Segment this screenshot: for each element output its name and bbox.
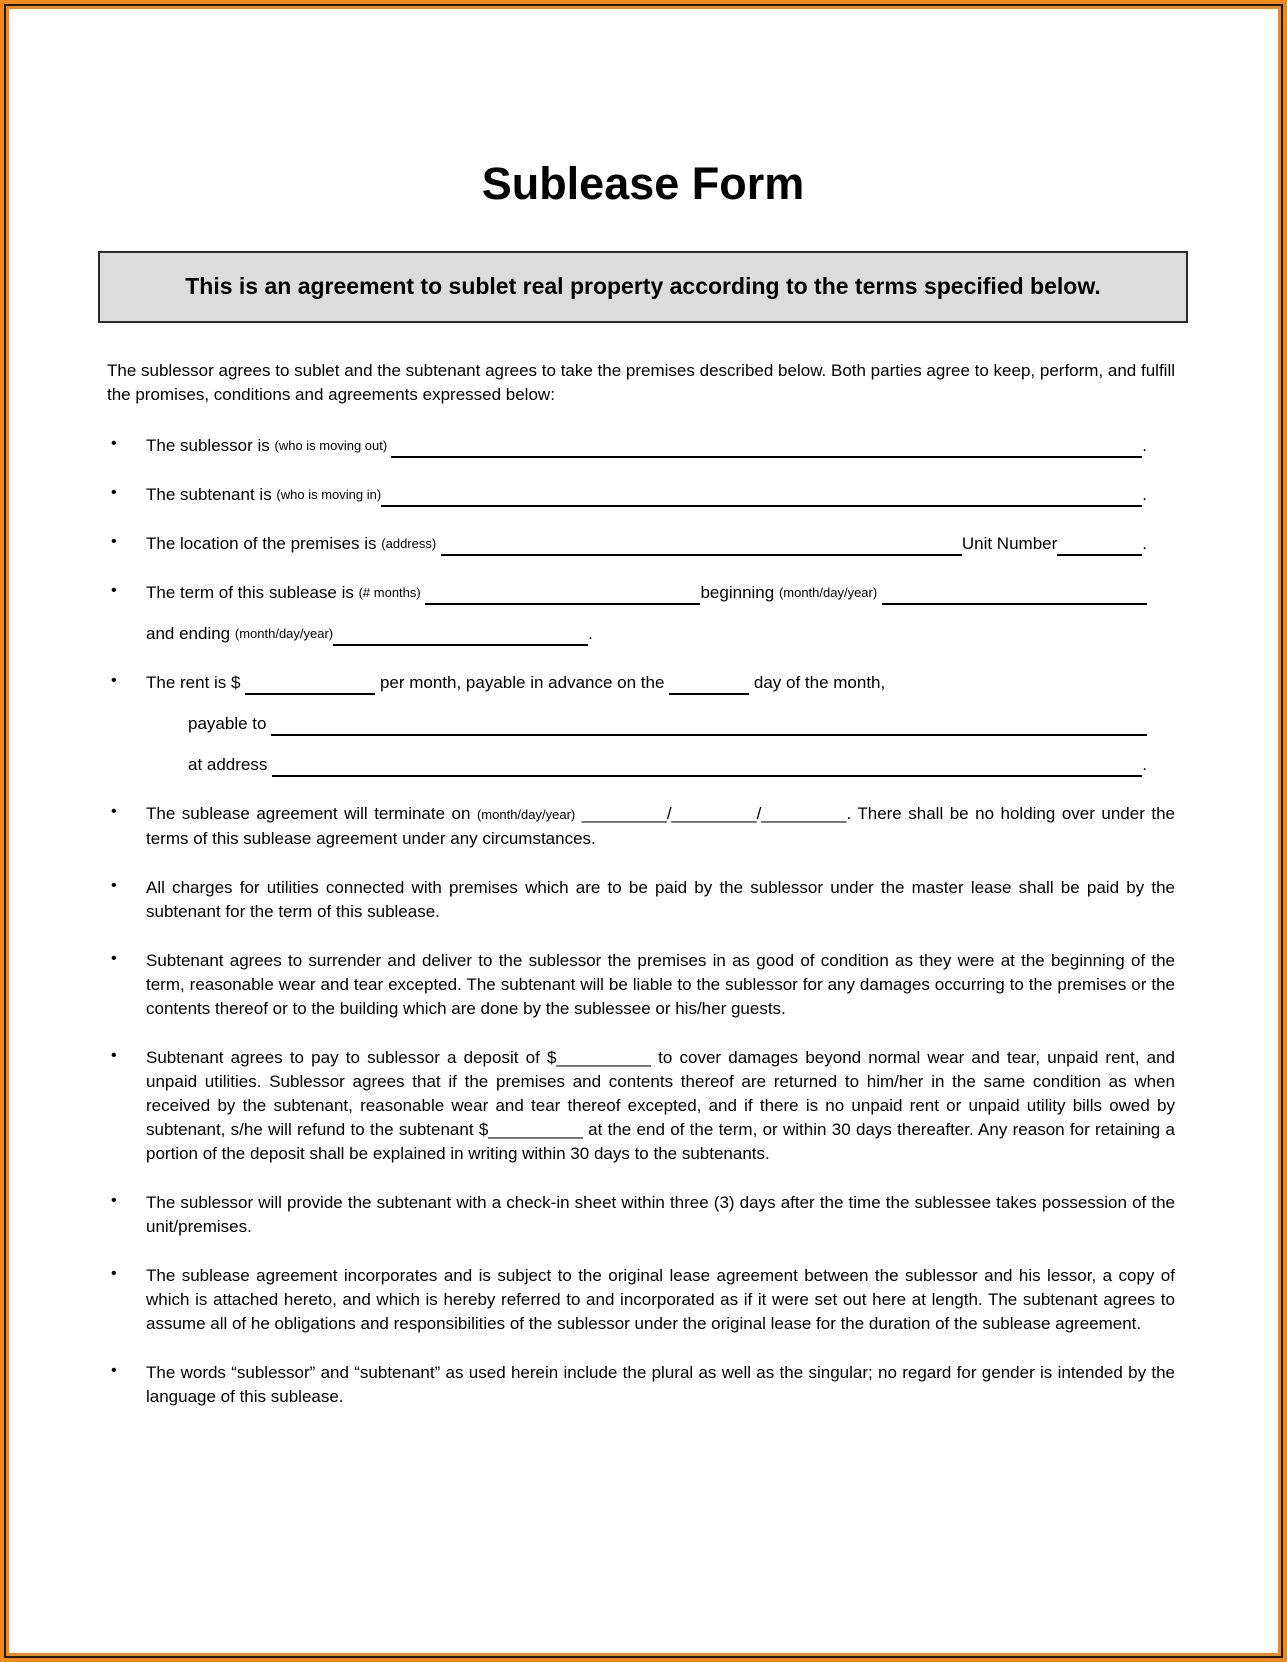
intro-paragraph: The sublessor agrees to sublet and the subtenant agrees to take the premises described below. Both parties agree to keep, perform, and fulfill the promises, conditions and agreements expressed below: [107,360,1175,404]
parenthetical-label: (month/day/year) [778,584,878,600]
bullet-item-surrender-condition [107,949,1175,1021]
text-segment: . [1142,533,1147,553]
inner-black-border [4,4,1283,1658]
bullet-text-plural-singular [146,1361,1175,1409]
field-line [146,622,1175,646]
parenthetical-label: (address) [381,535,437,551]
bullet-item-utilities [107,876,1175,924]
fill-in-blank [245,692,375,695]
field-line [146,581,1175,605]
banner-text: This is an agreement to sublet real property according to the terms specified below. [185,273,1101,299]
bullet-item-premises-location [107,532,1175,556]
text-segment: per month, payable in advance on the [375,672,670,692]
field-line [188,753,1175,777]
page-title: Sublease Form [481,158,805,209]
bullet-text-utilities [146,876,1175,924]
text-segment: The sublease agreement incorporates and is subject to the original lease agreement between the sublessor and his lessor, a copy of which is attached hereto, and which is hereby referred to and incorporated as if it were set out here at length. The subtenant agrees to assume all of he obligations and responsibilities of the sublessor under the original lease for the duration of the sublease agreement. [146,1265,1175,1333]
bullet-text-surrender-condition [146,949,1175,1021]
banner-box [98,251,1188,323]
text-segment: The sublease agreement will terminate on [146,803,477,823]
bullet-list [107,434,1175,1409]
parenthetical-label: (# months) [358,584,421,600]
text-segment: The words “sublessor” and “subtenant” as used herein include the plural as well as the singular; no regard for gender is intended by the language of this sublease. [146,1362,1175,1406]
parenthetical-label: (month/day/year) [476,806,576,822]
bullet-text-deposit [146,1046,1175,1166]
document-content [6,6,1281,1656]
text-segment: Subtenant agrees to surrender and deliver to the sublessor the premises in as good of condition as they were at the beginning of the term, reasonable wear and tear excepted. The subtenant will be liable to the sublessor for any damages occurring to the premises or the contents thereof or to the building which are done by the sublessee or his/her guests. [146,950,1175,1018]
text-segment: Unit Number [961,533,1058,553]
bullet-text-check-in-sheet [146,1191,1175,1239]
field-line [146,434,1175,458]
bullet-item-subtenant-name [107,483,1175,507]
bullet-item-check-in-sheet [107,1191,1175,1239]
text-segment: • The location of the premises is [146,533,382,553]
parenthetical-label: (who is moving out) [274,437,391,453]
fill-in-blank [381,504,1142,507]
parenthetical-label: (month/day/year) [234,625,334,641]
text-segment: • The subtenant is [146,484,277,504]
bullet-item-plural-singular [107,1361,1175,1409]
field-line [146,483,1175,507]
field-line [146,532,1175,556]
text-segment: . [1142,754,1147,774]
fill-in-blank [882,602,1147,605]
text-segment: . [588,623,593,643]
text-segment: All charges for utilities connected with premises which are to be paid by the sublessor under the master lease shall be paid by the subtenant for the term of this sublease. [146,877,1175,921]
fill-in-blank [1057,553,1142,556]
bullet-text-original-lease [146,1264,1175,1336]
text-segment: beginning [700,582,779,602]
fill-in-blank [669,692,749,695]
fill-in-blank [425,602,700,605]
fill-in-blank [272,774,1142,777]
bullet-item-original-lease [107,1264,1175,1336]
bullet-item-deposit [107,1046,1175,1166]
field-line [188,712,1175,736]
text-segment: . [1142,484,1147,504]
fill-in-blank [333,643,588,646]
text-segment: and ending [146,623,235,643]
text-segment: at address [188,754,273,774]
bullet-item-sublease-term [107,581,1175,646]
bullet-item-rent [107,671,1175,777]
text-segment: The sublessor will provide the subtenant with a check-in sheet within three (3) days after the time the sublessee takes possession of the unit/premises. [146,1192,1175,1236]
bullet-item-termination [107,802,1175,851]
text-segment: • The sublessor is [146,435,275,455]
parenthetical-label: (who is moving in) [276,486,382,502]
text-segment: _________/_________/_________. There shall be no holding over under the terms of this sublease agreement under any circumstances. [146,803,1176,848]
bullet-item-sublessor-name [107,434,1175,458]
fill-in-blank [271,733,1147,736]
text-segment: . [1142,435,1147,455]
text-segment: day of the month, [749,672,886,692]
text-segment: • The rent is $ [146,672,246,692]
fill-in-blank [391,455,1142,458]
bullet-text-termination [146,802,1175,851]
text-segment: Subtenant agrees to pay to sublessor a deposit of $__________ to cover damages beyond normal wear and tear, unpaid rent, and unpaid utilities. Sublessor agrees that if the premises and contents thereof are returned to him/her in the same condition as when received by the subtenant, reasonable wear and tear thereof excepted, and if there is no unpaid rent or unpaid utility bills owed by subtenant, s/he will refund to the subtenant $__________ at the end of the term, or within 30 days thereafter. Any reason for retaining a portion of the deposit shall be explained in writing within 30 days to the subtenants. [146,1047,1175,1163]
field-line [146,671,1175,695]
text-segment: • The term of this sublease is [146,582,359,602]
fill-in-blank [441,553,962,556]
text-segment: payable to [188,713,272,733]
